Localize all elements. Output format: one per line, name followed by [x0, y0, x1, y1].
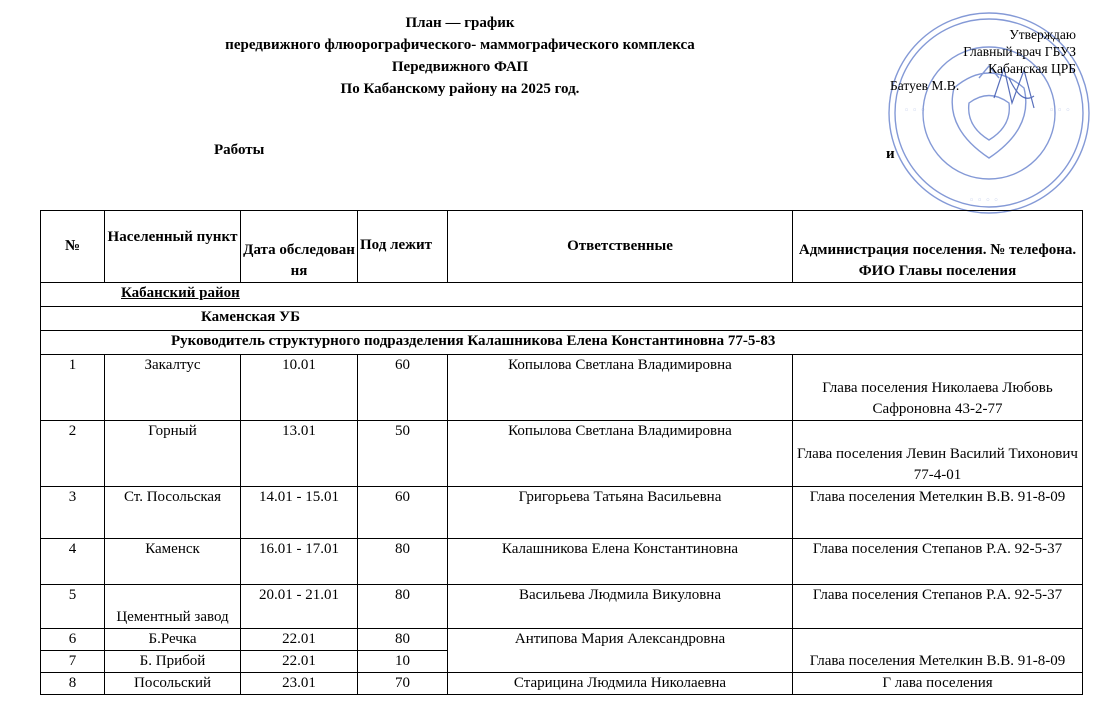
header-admin: Администрация поселения. № телефона. ФИО Главы поселения	[793, 211, 1083, 283]
row-place: Б. Прибой	[105, 651, 241, 673]
title-line-2: передвижного флюорографического- маммографического комплекса	[225, 37, 695, 53]
ub-label: Каменская УБ	[41, 307, 1083, 331]
table-row	[41, 421, 1083, 487]
header-place: Населенный пункт	[105, 211, 241, 283]
svg-text:◦ ◦ ◦ ◦: ◦ ◦ ◦ ◦	[969, 196, 999, 206]
approval-block	[880, 26, 1076, 94]
district-row	[41, 283, 1083, 307]
table-row	[41, 487, 1083, 539]
row-responsible: Копылова Светлана Владимировна	[448, 421, 793, 487]
svg-text:◦ ◦ ◦: ◦ ◦ ◦	[904, 106, 926, 116]
row-num: 2	[41, 421, 105, 487]
title-line-3: Передвижного ФАП	[391, 59, 529, 75]
title-line-4: По Кабанскому району на 2025 год.	[340, 81, 580, 97]
unit-head-row	[41, 331, 1083, 355]
row-responsible: Калашникова Елена Константиновна	[448, 539, 793, 585]
header-responsible: Ответственные	[448, 211, 793, 283]
stray-letter: и	[886, 146, 895, 162]
row-count: 10	[358, 651, 448, 673]
row-admin: Глава поселения Метелкин В.В. 91-8-09	[793, 629, 1083, 673]
row-admin: Глава поселения Метелкин В.В. 91-8-09	[793, 487, 1083, 539]
row-num: 8	[41, 673, 105, 695]
table-row	[41, 673, 1083, 695]
document-title	[150, 12, 770, 100]
row-admin: Глава поселения Левин Василий Тихонович 77-4-01	[793, 421, 1083, 487]
header-count: Под лежит	[358, 211, 448, 283]
row-date: 20.01 - 21.01	[241, 585, 358, 629]
row-count: 70	[358, 673, 448, 695]
header-num: №	[41, 211, 105, 283]
row-date: 14.01 - 15.01	[241, 487, 358, 539]
row-date: 10.01	[241, 355, 358, 421]
unit-head-label: Руководитель структурного подразделения Калашникова Елена Константиновна 77-5-83	[41, 331, 1083, 355]
row-place: Горный	[105, 421, 241, 487]
row-count: 80	[358, 629, 448, 651]
row-count: 80	[358, 539, 448, 585]
row-date: 22.01	[241, 651, 358, 673]
row-num: 5	[41, 585, 105, 629]
header-date: Дата обследован ня	[241, 211, 358, 283]
row-num: 1	[41, 355, 105, 421]
table-row	[41, 539, 1083, 585]
row-count: 60	[358, 355, 448, 421]
table-row	[41, 355, 1083, 421]
svg-text:◦ ◦ ◦: ◦ ◦ ◦	[1049, 106, 1071, 116]
row-place: Б.Речка	[105, 629, 241, 651]
row-admin: Глава поселения Степанов Р.А. 92-5-37	[793, 539, 1083, 585]
row-responsible: Старицина Людмила Николаевна	[448, 673, 793, 695]
district-label: Кабанский район	[41, 283, 1083, 307]
row-date: 13.01	[241, 421, 358, 487]
row-num: 3	[41, 487, 105, 539]
row-responsible: Антипова Мария Александровна	[448, 629, 793, 673]
row-admin: Глава поселения Николаева Любовь Сафроновна 43-2-77	[793, 355, 1083, 421]
approval-line-2: Главный врач ГБУЗ	[963, 44, 1076, 59]
row-place: Закалтус	[105, 355, 241, 421]
approval-line-3: Кабанская ЦРБ	[988, 61, 1076, 76]
row-admin: Глава поселения Степанов Р.А. 92-5-37	[793, 585, 1083, 629]
row-place: Посольский	[105, 673, 241, 695]
row-count: 60	[358, 487, 448, 539]
row-num: 6	[41, 629, 105, 651]
row-responsible: Васильева Людмила Викуловна	[448, 585, 793, 629]
row-num: 7	[41, 651, 105, 673]
row-responsible: Григорьева Татьяна Васильевна	[448, 487, 793, 539]
row-responsible: Копылова Светлана Владимировна	[448, 355, 793, 421]
row-date: 16.01 - 17.01	[241, 539, 358, 585]
title-line-1: План — график	[405, 15, 515, 31]
approval-line-4: Батуев М.В.	[890, 78, 960, 93]
row-admin: Г лава поселения	[793, 673, 1083, 695]
row-place: Ст. Посольская	[105, 487, 241, 539]
row-num: 4	[41, 539, 105, 585]
works-label: Работы	[214, 142, 265, 158]
row-place: Цементный завод	[105, 585, 241, 629]
row-date: 22.01	[241, 629, 358, 651]
table-row	[41, 629, 1083, 651]
row-count: 50	[358, 421, 448, 487]
row-count: 80	[358, 585, 448, 629]
row-date: 23.01	[241, 673, 358, 695]
schedule-table	[40, 210, 1083, 695]
approval-line-1: Утверждаю	[1009, 27, 1076, 42]
table-header-row	[41, 211, 1083, 283]
row-place: Каменск	[105, 539, 241, 585]
table-row	[41, 585, 1083, 629]
ub-row	[41, 307, 1083, 331]
